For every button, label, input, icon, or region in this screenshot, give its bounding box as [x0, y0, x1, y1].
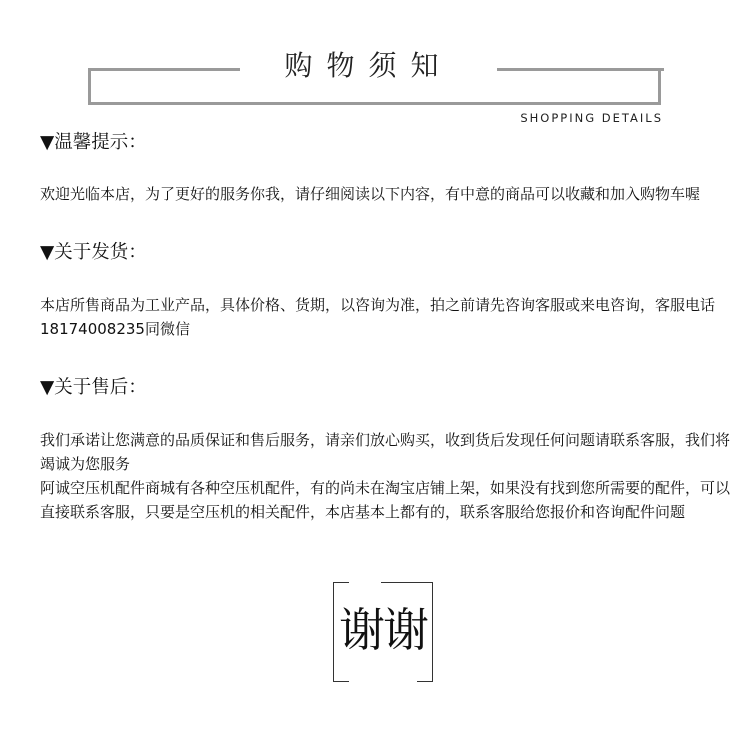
text-line: 18174008235同微信 [40, 320, 190, 338]
header-rule-left [88, 68, 240, 71]
text-line: 直接联系客服，只要是空压机的相关配件，本店基本上都有的，联系客服给您报价和咨询配件问题 [40, 503, 686, 521]
section-heading-shipping: ▼关于发货： [40, 242, 147, 263]
header-rule-right [497, 68, 664, 71]
section-shipping-text [40, 293, 715, 341]
page-subtitle: SHOPPING DETAILS [520, 111, 663, 125]
text-line: 我们承诺让您满意的品质保证和售后服务，请亲们放心购买，收到货后发现任何问题请联系客服，我们将 [40, 431, 731, 449]
section-aftersales-text [40, 428, 730, 524]
page-title: 购物须知 [284, 49, 453, 82]
section-heading-aftersales: ▼关于售后： [40, 377, 147, 398]
section-tips-text [40, 182, 700, 206]
section-heading-tips: ▼温馨提示： [40, 132, 147, 153]
text-line: 阿诚空压机配件商城有各种空压机配件，有的尚未在淘宝店铺上架，如果没有找到您所需要的配件，可以 [40, 479, 731, 497]
text-line: 欢迎光临本店，为了更好的服务你我，请仔细阅读以下内容，有中意的商品可以收藏和加入购物车喔 [40, 185, 701, 203]
thanks-text: 谢谢 [339, 603, 427, 657]
text-line: 竭诚为您服务 [40, 455, 131, 473]
text-line: 本店所售商品为工业产品，具体价格、货期，以咨询为准，拍之前请先咨询客服或来电咨询，客服电话 [40, 296, 716, 314]
